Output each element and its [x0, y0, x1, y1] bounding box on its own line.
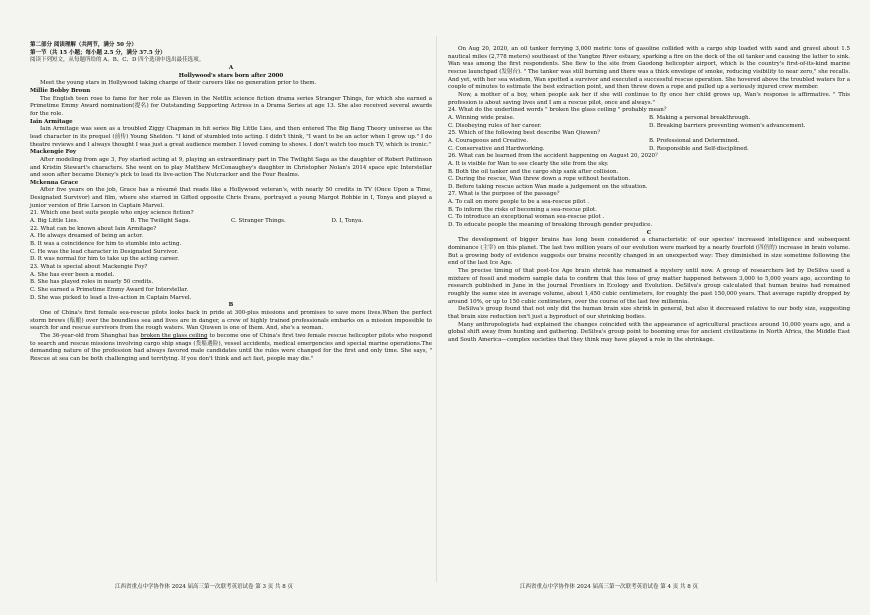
option[interactable]: D. To educate people the meaning of breaking through gender prejudice. — [448, 222, 653, 229]
passage-c-label: C — [646, 229, 652, 236]
options-21 — [30, 218, 432, 226]
option[interactable]: C. Disobeying rules of her career. — [448, 122, 542, 129]
subsection-heading: 第一节（共 15 小题；每小题 2.5 分，满分 37.5 分） — [30, 49, 166, 56]
option[interactable]: B. To inform the risks of becoming a sea-rescue pilot. — [448, 206, 597, 213]
text-run: to become one of China's first two female rescue helicopter pilots who respond to search and rescue missions involving cargo ship snags (货船遇险), vessel accidents, medical emergencies and special marine operations.The demanding nature of the profession had always favored male candidates until the rules were changed for the first and only time. She says, " Rescue at sea can be both challenging and terrifying. If you don't think and act fast, people may die." — [30, 332, 432, 362]
question-26: 26. What can be learned from the accident happening on August 20, 2020？ — [448, 153, 661, 160]
passage-c-para-1: The development of bigger brains has long been considered a characteristic of our species' increased intelligence and subsequent dominance (主宰) on this planet. The last two million years of our evolution were marked by a nearly fourfold (四倍的) increase in brain volume. But a growing body of evidence suggests our brains recently changed in an unexpected way: They diminished in size sometime following the end of the last Ice Age. — [448, 237, 850, 267]
option[interactable]: C. She earned a Primetime Emmy Award for Interstellar. — [30, 287, 189, 293]
text-run: The 36-year-old from Shanghai has — [40, 332, 141, 339]
question-24: 24. What do the underlined words " broken the glass ceiling " probably mean？ — [448, 107, 670, 114]
passage-c-para-2: The precise timing of that post-Ice Age brain shrink has remained a mystery until now. A group of researchers led by DeSilva used a mixture of fossil and modern sample data to confirm that this loss of gray matter happened between 3,000 to 5,000 years ago, according to research published in June in the journal Frontiers in Ecology and Evolution. DeSilva's group calculated that human brains had remained roughly the same size in average volume, about 1,450 cubic centimeters, for roughly the past 150,000 years. That average rapidly dropped by around 10%, or up to 150 cubic centimeters, over the course of the last few millennia. — [448, 268, 850, 305]
passage-c-para-4: Many anthropologists had explained the changes coincided with the appearance of agricultural practices around 10,000 years ago, and a global shift away from hunting and gathering. DeSilva's group point to booming eras for ancient civilizations in North Africa, the Middle East and South America—complex societies that they think may have played a role in the shrinkage. — [448, 321, 850, 343]
option[interactable]: C. Conservative and Hardworking. — [448, 145, 545, 152]
option[interactable]: A. She has ever been a model. — [30, 271, 115, 278]
option[interactable]: B. It was a coincidence for him to stumble into acting. — [30, 241, 182, 248]
question-23: 23. What is special about Mackengie Foy? — [30, 264, 148, 271]
option[interactable]: D. I, Tonya. — [331, 218, 364, 225]
option[interactable]: B. Professional and Determined. — [649, 137, 740, 144]
options-25-row1 — [448, 138, 850, 146]
option[interactable]: A. It is visible for Wan to see clearly the site from the sky. — [448, 160, 609, 167]
option[interactable]: C. During the rescue, Wan threw down a rope without hesitation. — [448, 176, 631, 183]
name-millie: Millie Bobby Broun — [30, 87, 91, 94]
option[interactable]: D. Breaking barriers preventing women's advancement. — [649, 122, 806, 129]
passage-a-label: A — [228, 64, 234, 71]
option[interactable]: C. To introduce an exceptional woman sea-rescue pilot . — [448, 214, 605, 221]
column-divider — [436, 36, 437, 582]
passage-b-para-2 — [30, 333, 432, 364]
page-footer-left: 江西省重点中学协作体 2024 届高三第一次联考英语试卷 第 3 页 共 8 页 — [115, 584, 293, 590]
passage-b-para-3: On Aug 20, 2020, an oil tanker ferrying 3,000 metric tons of gasoline collided with a cargo ship loaded with sand and gravel about 1.5 nautical miles (2,778 meters) southeast of the Yangtze River estuary, sparking a fire on the deck of the oil tanker and causing the latter to sink. Wan was among the first respondents. She flew to the site from Gaodong helicopter airport, which is the country's first-of-its-kind marine rescue launchpad (发射台). " The tanker was still burning and there was a thick envelope of smoke, reducing visibility to near zero," she recalls. And yet, with her sea wisdom, Wan spotted a survivor and executed a successful rescue operation. She hovered above the troubled waters for a couple of minutes to estimate the best extraction point, and then threw down a rope and pulled up a seriously injured crew member. — [448, 46, 851, 91]
option[interactable]: B. She has played roles in nearly 50 credits. — [30, 279, 154, 286]
option[interactable]: A. To call on more people to be a sea-rescue pilot . — [448, 199, 589, 206]
option[interactable]: A. Big Little Lies. — [30, 218, 79, 225]
option[interactable]: D. Before taking rescue action Wan made a judgement on the situation. — [448, 183, 648, 190]
question-22: 22. What can be known about Iain Armitage? — [30, 225, 157, 232]
options-24-row1 — [448, 115, 850, 123]
option[interactable]: D. It was normal for him to take up the acting career. — [30, 256, 179, 263]
name-iain: Iain Armitage — [30, 118, 73, 125]
right-column — [448, 46, 850, 345]
option[interactable]: A. Courageous and Creative. — [448, 137, 529, 144]
question-21: 21. Which one best suits people who enjoy science fiction? — [30, 210, 194, 217]
page-footer-right: 江西省重点中学协作体 2024 届高三第一次联考英语试卷 第 4 页 共 8 页 — [520, 584, 698, 590]
option[interactable]: B. The Twilight Saga. — [130, 218, 191, 225]
passage-b-para-1: One of China's first female sea-rescue pilots looks back in pride at 300-plus missions and promises to save more lives.When the perfect storm brews (酝酿) over the boundless sea and lives are in danger, a crew of highly trained professionals embarks on a mission impossible to search for and rescue survivors from the rough waters. Wan Qiuwen is one of them. And, she's a woman. — [30, 309, 432, 332]
passage-b-para-4: Now, a mother of a boy, when people ask her if she will continue to fly once her child grows up, Wan's response is affirmative. " This profession is about saving lives and I am a rescue pilot, once and always." — [448, 91, 850, 106]
para-iain: Iain Armitage was seen as a troubled Ziggy Chapman in hit series Big Little Lies, and then entered The Big Bang Theory universe as the lead character in its prequel (前传) Young Sheldon. "I kind of stumbled into acting. I didn't think, "I want to be an actor when I grow up." I do theatre reviews and I always thought I was just a great audience member. I loved coming to shows. I don't watch too much TV, which is ironic." — [30, 126, 432, 148]
section-heading: 第二部分 阅读理解（共两节，满分 50 分） — [30, 42, 137, 48]
option[interactable]: B. Both the oil tanker and the cargo ship sank after collision. — [448, 168, 619, 175]
instructions: 阅读下列短文，从每题所给的 A、B、C、D 四个选项中选出最佳选项。 — [30, 57, 205, 64]
passage-c-para-3: DeSilva's group found that not only did the human brain size shrink in general, but also it decreased relative to our body size, suggesting that brain size reduction isn't just a byproduct of our shrinking bodies. — [448, 306, 850, 320]
question-25: 25. Which of the following best describe Wan Qiuwen？ — [448, 130, 603, 137]
para-grace: After five years on the job, Grace has a résumé that reads like a Hollywood veteran's, with nearly 50 credits in TV (Once Upon a Time, Designated Survivor) and film, where she starred in Gifted opposite Chris Evans, portrayed a young Margot Robbie in I, Tonya and played a junior version of Brie Larson in Captain Marvel. — [30, 187, 432, 209]
underlined-phrase: broken the glass ceiling — [140, 332, 208, 339]
option[interactable]: D. Responsible and Self-disciplined. — [649, 145, 749, 152]
option[interactable]: C. He was the lead character in Designated Survivor. — [30, 248, 179, 255]
passage-b-label: B — [228, 302, 234, 309]
option[interactable]: C. Stranger Things. — [231, 218, 286, 225]
option[interactable]: A. Winning wide praise. — [448, 114, 515, 121]
question-27: 27. What is the purpose of the passage？ — [448, 191, 563, 198]
option[interactable]: B. Making a personal breakthrough. — [649, 114, 751, 121]
option[interactable]: D. She was picked to lead a live-action in Captain Marvel. — [30, 294, 192, 301]
left-column — [30, 42, 432, 364]
name-foy: Mackengie Foy — [30, 149, 77, 156]
para-foy: After modeling from age 3, Foy started acting at 9, playing an extraordinary part in The Twilight Saga as the daughter of Robert Pattinson and Kristin Stewart's characters. She went on to play Matthew McConaughey's daughter in Christopher Nolan's 2014 space epic Interstellar and soon after became Disney's pick to lead its live-action The Nutcracker and the Four Realms. — [30, 156, 432, 179]
passage-a-intro: Meet the young stars in Hollywood taking charge of their careers like no generation prior to them. — [40, 80, 317, 87]
passage-a-title: Hollywood's stars born after 2000 — [178, 72, 284, 79]
option[interactable]: A. He always dreamed of being an actor. — [30, 233, 144, 240]
name-grace: Mckenna Grace — [30, 179, 79, 186]
para-millie: The English teen rose to fame for her role as Eleven in the Netflix science fiction drama series Stranger Things, for which she earned a Primetime Emmy Award nomination(提名) for Outstanding Supporting Actress in a Drama Series at age 13. She also received several awards for the role. — [30, 95, 432, 117]
